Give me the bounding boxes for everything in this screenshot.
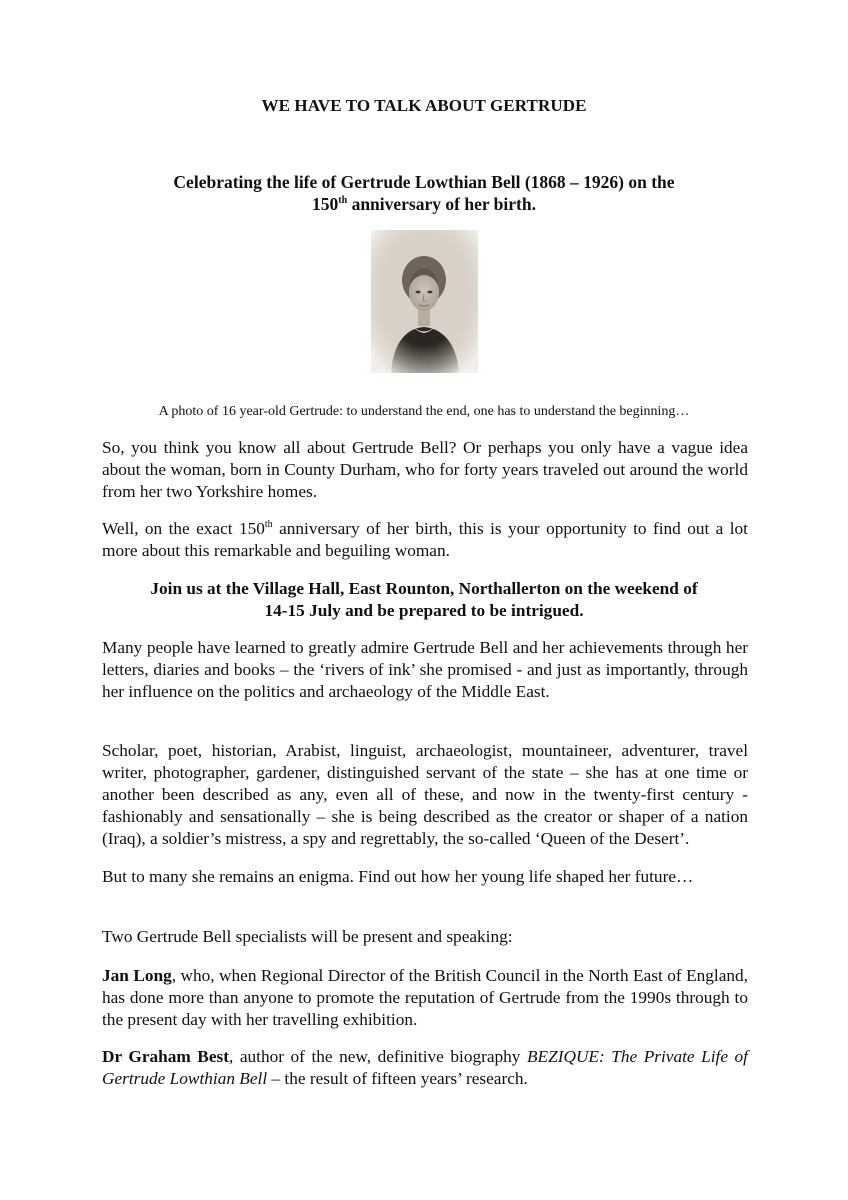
subtitle-line2-suffix: th	[338, 195, 348, 207]
intro-paragraph: So, you think you know all about Gertrude Bell? Or perhaps you only have a vague idea about the woman, born in County Durham, who for forty years traveled out around the world from her two Yorkshire homes.	[102, 438, 748, 501]
subtitle-line1: Celebrating the life of Gertrude Lowthian Bell (1868 – 1926) on the	[173, 172, 675, 192]
speaker-graham-best	[102, 1046, 748, 1090]
speaker2-bio-pre: , author of the new, definitive biography	[228, 1047, 527, 1066]
page-title: WE HAVE TO TALK ABOUT GERTRUDE	[261, 96, 587, 115]
event-line1: Join us at the Village Hall, East Rounton, Northallerton on the weekend of	[150, 579, 698, 598]
roles-paragraph: Scholar, poet, historian, Arabist, linguist, archaeologist, mountaineer, adventurer, travel writer, photographer, gardener, distinguished servant of the state – she has at one time or another been described as any, even all of these, and now in the twenty-first century - fashionably and sensationally – she is being described as the creator or shaper of a nation (Iraq), a soldier’s mistress, a spy and regrettably, the so-called ‘Queen of the Desert’.	[102, 741, 748, 848]
photo-caption: A photo of 16 year-old Gertrude: to understand the end, one has to understand the beginning…	[158, 404, 690, 419]
admiration-paragraph: Many people have learned to greatly admire Gertrude Bell and her achievements through her letters, diaries and books – the ‘rivers of ink’ she promised - and just as importantly, through her influence on the politics and archaeology of the Middle East.	[102, 638, 748, 701]
subtitle-line2-number: 150	[312, 194, 339, 214]
anniversary-text-pre: Well, on the exact 150	[102, 519, 265, 538]
speaker-jan-long	[102, 965, 748, 1031]
speaker2-bio-post: – the result of fifteen years’ research.	[267, 1069, 528, 1088]
event-announcement	[100, 578, 748, 622]
anniversary-suffix: th	[264, 519, 273, 531]
enigma-paragraph: But to many she remains an enigma. Find out how her young life shaped her future…	[102, 867, 694, 886]
speaker2-name: Dr Graham Best	[102, 1047, 229, 1066]
subtitle-line2-rest: anniversary of her birth.	[347, 194, 536, 214]
anniversary-text-post: anniversary of her birth, this is your opportunity to find out a lot more about this remarkable and beguiling woman.	[102, 519, 748, 560]
event-line2: 14-15 July and be prepared to be intrigued.	[264, 601, 584, 620]
portrait-photo	[371, 230, 478, 373]
specialists-intro: Two Gertrude Bell specialists will be present and speaking:	[102, 927, 513, 946]
speaker1-bio: , who, when Regional Director of the British Council in the North East of England, has done more than anyone to promote the reputation of Gertrude from the 1990s through to the present day with her travelling exhibition.	[102, 966, 748, 1029]
speaker1-name: Jan Long	[102, 966, 172, 985]
anniversary-paragraph	[102, 518, 748, 562]
subtitle	[100, 171, 748, 215]
book-title: BEZIQUE: The Private Life of Gertrude Lowthian Bell	[102, 1047, 748, 1088]
portrait-illustration	[371, 230, 478, 373]
